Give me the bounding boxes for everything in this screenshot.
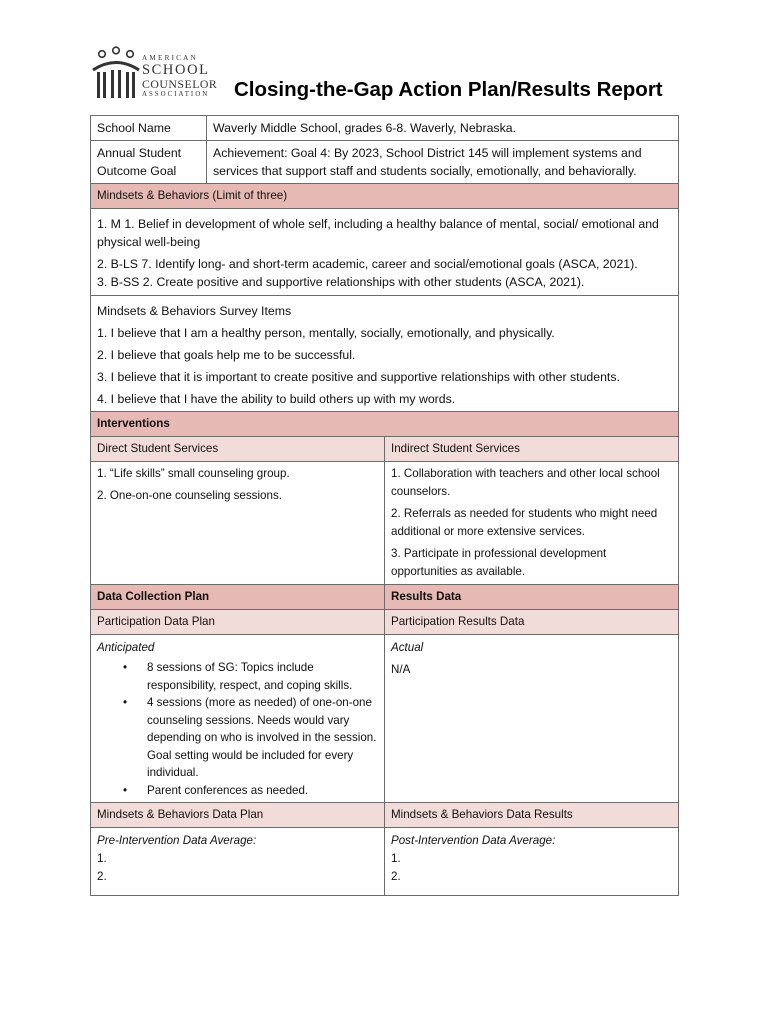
- school-name-row: [91, 116, 679, 141]
- page-header: [92, 44, 682, 104]
- mindsets-heading-row: [91, 184, 679, 209]
- asca-logo-wordmark: [142, 55, 232, 98]
- results-data-heading: Results Data: [385, 585, 679, 610]
- logo-line-american: AMERICAN: [142, 54, 198, 62]
- data-collection-heading: Data Collection Plan: [91, 585, 385, 610]
- page-title: Closing-the-Gap Action Plan/Results Report: [234, 78, 663, 101]
- actual-value: N/A: [391, 663, 411, 676]
- post-intervention-data: [385, 828, 679, 896]
- action-plan-table: [90, 115, 679, 896]
- mindset-item: 3. B-SS 2. Create positive and supportive relationships with other students (ASCA, 2021).: [97, 275, 585, 289]
- mindset-item: 1. M 1. Belief in development of whole self, including a healthy balance of mental, social/ emotional and physical well-being: [97, 217, 659, 249]
- mb-data-row: [91, 828, 679, 896]
- anticipated-item: • Parent conferences as needed.: [147, 782, 377, 800]
- mindsets-list-row: [91, 209, 679, 296]
- logo-line-school: SCHOOL: [142, 62, 210, 79]
- interventions-heading: Interventions: [91, 412, 679, 437]
- indirect-service-item: 2. Referrals as needed for students who might need additional or more extensive services.: [391, 507, 658, 538]
- data-collection-heading-row: [91, 585, 679, 610]
- mb-data-heading-row: [91, 803, 679, 828]
- post-intervention-item: 2.: [391, 870, 401, 883]
- anticipated-item: • 4 sessions (more as needed) of one-on-one counseling sessions. Needs would vary depending on who is involved in the session. Goal setting would be included for every individual.: [147, 694, 377, 782]
- survey-heading: Mindsets & Behaviors Survey Items: [97, 304, 292, 318]
- school-name-label: School Name: [91, 116, 207, 141]
- outcome-goal-label: Annual Student Outcome Goal: [91, 141, 207, 184]
- mb-data-plan-heading: Mindsets & Behaviors Data Plan: [91, 803, 385, 828]
- pre-intervention-label: Pre-Intervention Data Average:: [97, 834, 257, 847]
- pre-intervention-data: [91, 828, 385, 896]
- post-intervention-item: 1.: [391, 852, 401, 865]
- anticipated-list: [97, 659, 377, 799]
- anticipated-label: Anticipated: [97, 641, 155, 654]
- participation-heading-row: [91, 610, 679, 635]
- asca-logo: [92, 44, 232, 104]
- indirect-services-heading: Indirect Student Services: [385, 437, 679, 462]
- survey-row: [91, 296, 679, 412]
- participation-results: [385, 635, 679, 803]
- survey-items: [91, 296, 679, 412]
- indirect-service-item: 1. Collaboration with teachers and other local school counselors.: [391, 467, 660, 498]
- mindset-item: 2. B-LS 7. Identify long- and short-term academic, career and social/emotional goals (ASCA, 2021).: [97, 257, 638, 271]
- mindsets-heading-text: Mindsets & Behaviors: [97, 189, 210, 202]
- mindsets-list: [91, 209, 679, 296]
- services-row: [91, 462, 679, 585]
- logo-line-association: ASSOCIATION: [142, 90, 210, 98]
- participation-plan: [91, 635, 385, 803]
- mindsets-heading-note: (Limit of three): [212, 189, 288, 202]
- participation-results-heading: Participation Results Data: [385, 610, 679, 635]
- participation-plan-heading: Participation Data Plan: [91, 610, 385, 635]
- asca-logo-icon: [92, 46, 140, 100]
- survey-item: 2. I believe that goals help me to be successful.: [97, 348, 356, 362]
- pre-intervention-item: 1.: [97, 852, 107, 865]
- mb-data-results-heading: Mindsets & Behaviors Data Results: [385, 803, 679, 828]
- services-heading-row: [91, 437, 679, 462]
- school-name-value: Waverly Middle School, grades 6-8. Waverly, Nebraska.: [207, 116, 679, 141]
- direct-services-heading: Direct Student Services: [91, 437, 385, 462]
- interventions-heading-row: [91, 412, 679, 437]
- participation-row: [91, 635, 679, 803]
- outcome-goal-row: [91, 141, 679, 184]
- anticipated-item: • 8 sessions of SG: Topics include responsibility, respect, and coping skills.: [147, 659, 377, 694]
- pre-intervention-item: 2.: [97, 870, 107, 883]
- direct-service-item: 2. One-on-one counseling sessions.: [97, 489, 282, 502]
- indirect-service-item: 3. Participate in professional development opportunities as available.: [391, 547, 607, 578]
- outcome-goal-value: Achievement: Goal 4: By 2023, School District 145 will implement systems and services that support staff and students socially, emotionally, and behaviorally.: [207, 141, 679, 184]
- logo-line-counselor: COUNSELOR: [142, 76, 218, 91]
- mindsets-heading: [91, 184, 679, 209]
- direct-services-list: [91, 462, 385, 585]
- direct-service-item: 1. “Life skills” small counseling group.: [97, 467, 290, 480]
- actual-label: Actual: [391, 641, 424, 654]
- survey-item: 3. I believe that it is important to create positive and supportive relationships with other students.: [97, 370, 620, 384]
- survey-item: 1. I believe that I am a healthy person, mentally, socially, emotionally, and physically.: [97, 326, 555, 340]
- post-intervention-label: Post-Intervention Data Average:: [391, 834, 556, 847]
- survey-item: 4. I believe that I have the ability to build others up with my words.: [97, 392, 456, 406]
- indirect-services-list: [385, 462, 679, 585]
